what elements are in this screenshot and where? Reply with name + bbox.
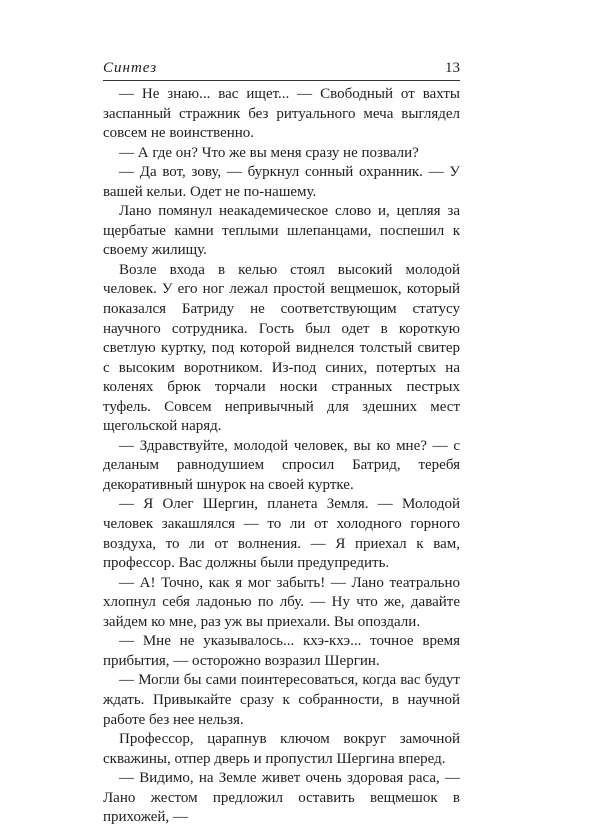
paragraph: — Могли бы сами поинтересоваться, когда вас будут ждать. Привыкайте сразу к собранности, в научной работе без нее нельзя.: [103, 672, 460, 728]
paragraph: — А где он? Что же вы меня сразу не позвали?: [119, 144, 419, 161]
paragraph: — Да вот, зову, — буркнул сонный охранник. — У вашей кельи. Одет не по-нашему.: [103, 164, 460, 200]
paragraph: Профессор, царапнув ключом вокруг замочной скважины, отпер дверь и пропустил Шергина вперед.: [103, 731, 460, 767]
paragraph: Возле входа в келью стоял высокий молодой человек. У его ног лежал простой вещмешок, который показался Батриду не соответствующим статусу научного сотрудника. Гость был одет в короткую светлую куртку, под которой виднелся толстый свитер с высоким воротником. Из-под синих, потертых на коленях брюк торчали носки странных пестрых туфель. Совсем непривычный для здешних мест щегольской наряд.: [103, 261, 460, 435]
paragraph: — А! Точно, как я мог забыть! — Лано театрально хлопнул себя ладонью по лбу. — Ну что же, давайте зайдем ко мне, раз уж вы приехали. Вы опоздали.: [103, 574, 460, 630]
body-text: [103, 85, 460, 828]
chapter-title: Синтез: [103, 60, 158, 76]
paragraph: — Мне не указывалось... кхэ-кхэ... точное время прибытия, — осторожно возразил Шергин.: [103, 633, 460, 669]
paragraph: — Видимо, на Земле живет очень здоровая раса, — Лано жестом предложил оставить вещмешок в прихожей, —: [103, 770, 460, 826]
paragraph: — Здравствуйте, молодой человек, вы ко мне? — с деланым равнодушием спросил Батрид, теребя декоративный шнурок на своей куртке.: [103, 437, 460, 493]
paragraph: Лано помянул неакадемическое слово и, цепляя за щербатые камни теплыми шлепанцами, поспешил к своему жилищу.: [103, 203, 460, 259]
paragraph: — Я Олег Шергин, планета Земля. — Молодой человек закашлялся — то ли от холодного горного воздуха, то ли от волнения. — Я приехал к вам, профессор. Вас должны были предупредить.: [103, 496, 460, 572]
page-number: 13: [445, 60, 460, 76]
paragraph: — Не знаю... вас ищет... — Свободный от вахты заспанный стражник без ритуального меча выглядел совсем не воинственно.: [103, 86, 460, 142]
running-header: [103, 60, 460, 81]
